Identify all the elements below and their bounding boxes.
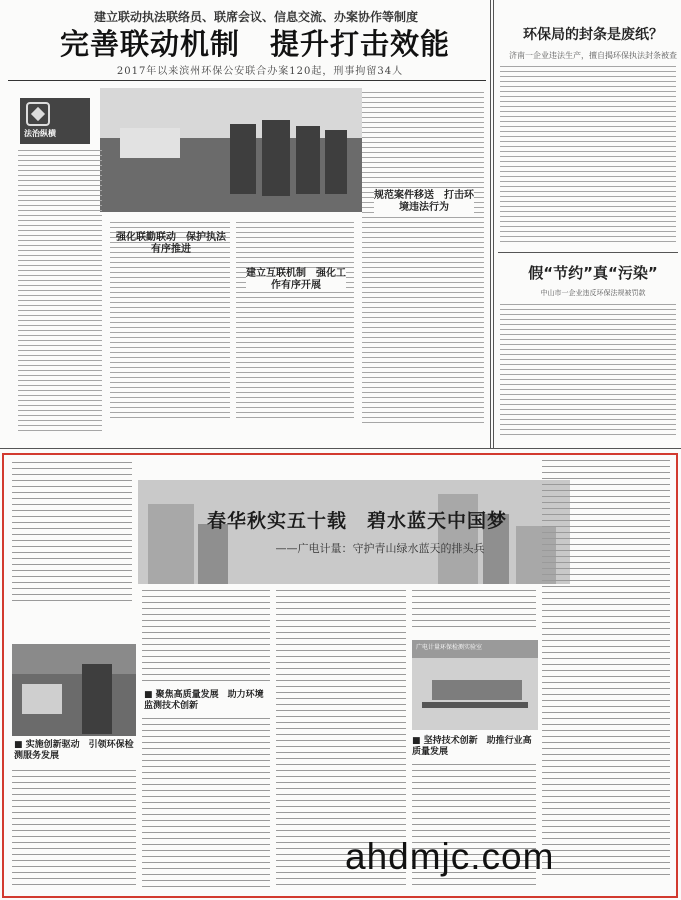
right-article-subtitle-2: 中山市一企业违反环保法规被罚款	[540, 289, 646, 297]
feature-section-head: ■ 聚焦高质量发展 助力环境监测技术创新	[144, 690, 264, 711]
feature-subtitle: ——广电计量：守护青山绿水蓝天的排头兵	[275, 542, 485, 555]
feature-text-column	[142, 718, 270, 892]
feature-text-column	[142, 590, 270, 688]
photo-caption: 广电计量环保检测实验室	[416, 644, 483, 651]
right-article-text	[500, 304, 676, 442]
feature-section-head: ■ 坚持技术创新 助推行业高质量发展	[412, 736, 532, 757]
feature-section-head: ■ 实施创新驱动 引领环保检测服务发展	[14, 740, 134, 761]
feature-photo-lab	[412, 640, 538, 730]
column-divider	[490, 0, 491, 448]
article-text-column	[362, 92, 484, 436]
site-watermark: ahdmjc.com	[345, 836, 555, 877]
right-article-headline: 环保局的封条是废纸？	[523, 27, 663, 43]
column-logo-label: 法治纵横	[24, 129, 56, 138]
article-kicker: 建立联动执法联络员、联席会议、信息交流、办案协作等制度	[93, 10, 418, 24]
column-divider	[493, 0, 494, 448]
feature-photo-left	[12, 644, 136, 736]
feature-text-column	[12, 770, 136, 892]
article-subhead: 规范案件移送 打击环境违法行为	[374, 190, 474, 213]
feature-text-column	[542, 460, 670, 892]
headline-rule	[8, 80, 486, 81]
feature-intro-text	[12, 462, 132, 612]
right-article-text	[500, 66, 676, 246]
feature-headline: 春华秋实五十载 碧水蓝天中国梦	[206, 510, 507, 532]
article-subtitle: 2017年以来滨州环保公安联合办案120起，刑事拘留34人	[116, 66, 404, 77]
right-article-headline-2: 假“节约”真“污染”	[528, 264, 658, 282]
right-article-subtitle: 济南一企业违法生产，擅自揭环保执法封条被查	[509, 51, 677, 60]
column-logo	[20, 98, 90, 144]
article-subhead: 强化联勤联动 保护执法有序推进	[116, 232, 226, 255]
feature-text-column	[412, 590, 536, 632]
article-headline: 完善联动机制 提升打击效能	[59, 27, 450, 61]
article-subhead: 建立互联机制 强化工作有序开展	[246, 268, 346, 291]
article-text-column	[18, 150, 102, 435]
section-divider	[0, 448, 681, 449]
article-text-column	[236, 222, 354, 432]
article-photo	[100, 88, 362, 212]
right-divider	[498, 252, 678, 253]
law-column-icon	[26, 102, 50, 126]
